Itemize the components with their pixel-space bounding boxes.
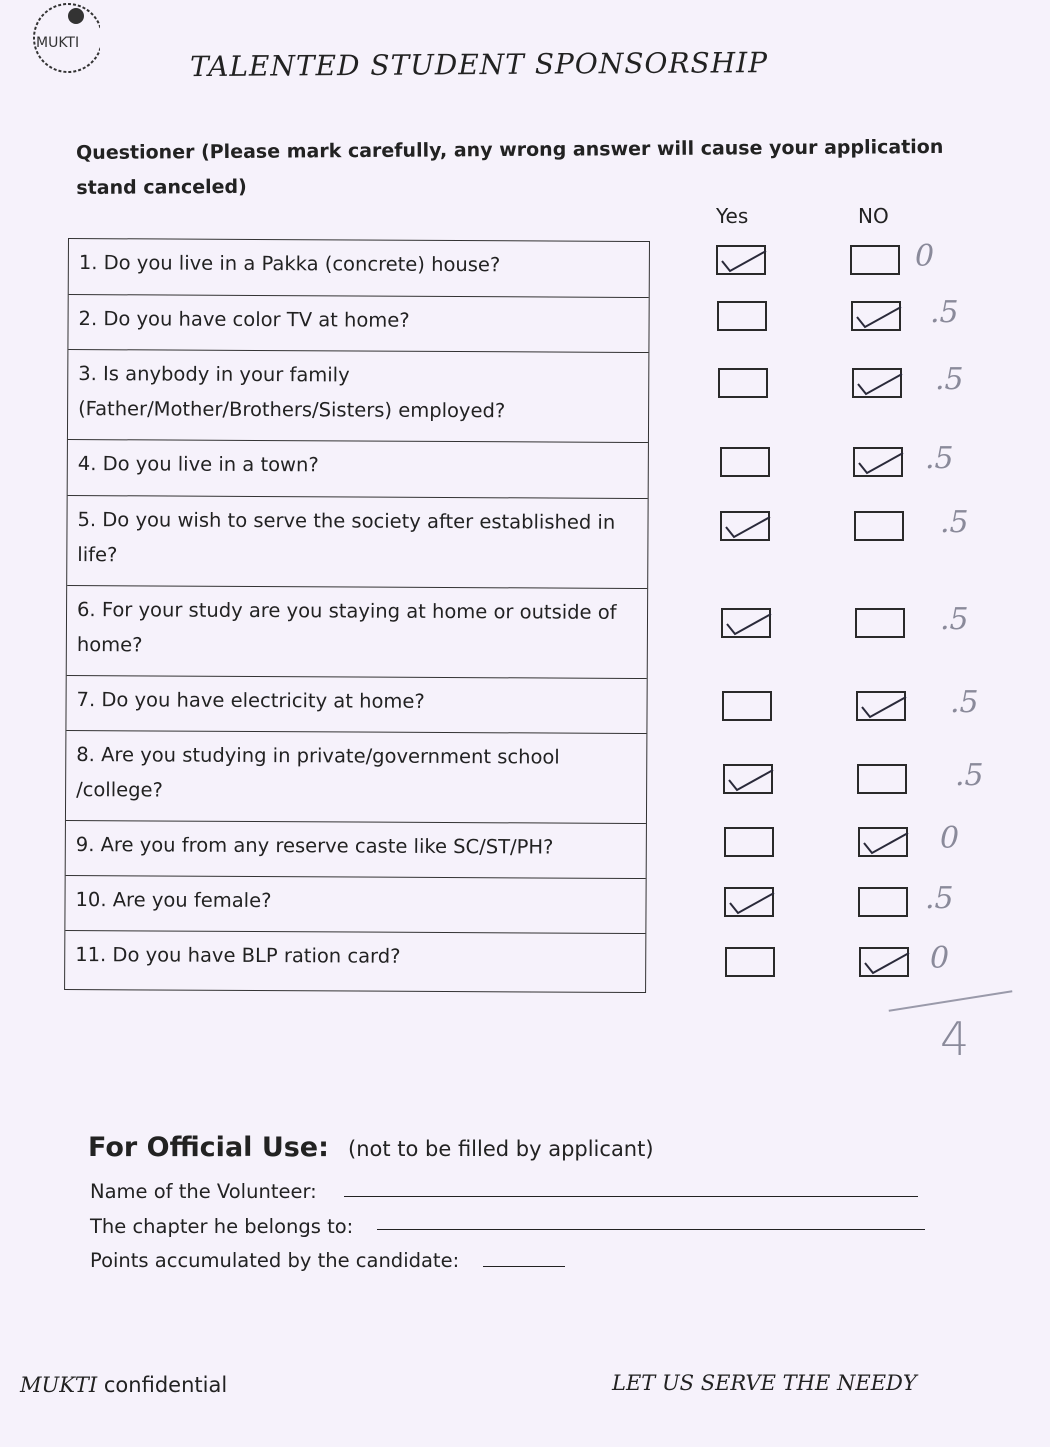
question-row: [68, 295, 648, 353]
check-mark-icon: [716, 239, 776, 279]
no-checkbox[interactable]: [855, 608, 905, 638]
check-mark-icon: [851, 295, 911, 335]
question-text: 3. Is anybody in your family (Father/Mother/Brothers/Sisters) employed?: [78, 362, 506, 423]
volunteer-name-field[interactable]: [344, 1196, 918, 1197]
question-text: 8. Are you studying in private/government school /college?: [76, 743, 560, 802]
question-text: 10. Are you female?: [75, 888, 272, 913]
handwritten-score: .5: [935, 362, 964, 397]
chapter-label: The chapter he belongs to:: [90, 1215, 354, 1238]
form-title: TALENTED STUDENT SPONSORSHIP: [189, 46, 769, 84]
question-text: 2. Do you have color TV at home?: [78, 307, 410, 332]
yes-checkbox[interactable]: [716, 245, 766, 275]
check-mark-icon: [724, 881, 784, 921]
no-checkbox[interactable]: [850, 245, 900, 275]
question-text: 5. Do you wish to serve the society after established in life?: [77, 508, 616, 567]
check-mark-icon: [858, 821, 918, 861]
check-mark-icon: [856, 685, 916, 725]
no-checkbox[interactable]: [852, 368, 902, 398]
question-text: 11. Do you have BLP ration card?: [75, 943, 401, 968]
check-mark-icon: [721, 602, 781, 642]
question-text: 9. Are you from any reserve caste like SC/ST/PH?: [75, 833, 554, 859]
yes-checkbox[interactable]: [725, 947, 775, 977]
yes-checkbox[interactable]: [720, 511, 770, 541]
yes-column-header: Yes: [716, 204, 749, 228]
question-row: [68, 350, 648, 443]
check-mark-icon: [859, 941, 919, 981]
question-row: [66, 821, 646, 879]
yes-checkbox[interactable]: [724, 827, 774, 857]
mukti-logo: [30, 0, 100, 78]
question-text: 7. Do you have electricity at home?: [76, 688, 425, 713]
handwritten-score: .5: [940, 505, 969, 540]
questions-table: [64, 238, 650, 993]
footer-brand: MUKTI: [20, 1373, 98, 1397]
handwritten-score: .5: [925, 881, 954, 916]
official-use-note: (not to be filled by applicant): [348, 1137, 654, 1161]
no-checkbox[interactable]: [859, 947, 909, 977]
check-mark-icon: [853, 441, 913, 481]
check-mark-icon: [720, 505, 780, 545]
points-label: Points accumulated by the candidate:: [90, 1249, 460, 1272]
volunteer-label: Name of the Volunteer:: [90, 1180, 317, 1203]
question-row: [67, 586, 647, 679]
footer-confidential-text: confidential: [103, 1373, 228, 1397]
no-checkbox[interactable]: [858, 827, 908, 857]
instructions: Questioner (Please mark carefully, any wrong answer will cause your application stand canceled): [76, 135, 944, 199]
total-score: 4: [940, 1012, 970, 1066]
yes-checkbox[interactable]: [722, 691, 772, 721]
question-row: [65, 931, 645, 992]
no-checkbox[interactable]: [856, 691, 906, 721]
question-row: [69, 239, 649, 298]
handwritten-score: 0: [915, 239, 935, 274]
chapter-field[interactable]: [377, 1229, 925, 1230]
yes-checkbox[interactable]: [723, 764, 773, 794]
question-row: [68, 440, 648, 499]
total-underline: [889, 990, 1013, 1012]
check-mark-icon: [852, 362, 912, 402]
no-checkbox[interactable]: [851, 301, 901, 331]
no-checkbox[interactable]: [857, 764, 907, 794]
yes-checkbox[interactable]: [717, 301, 767, 331]
no-column-header: NO: [858, 204, 889, 228]
handwritten-score: 0: [940, 821, 960, 856]
handwritten-score: .5: [950, 685, 979, 720]
handwritten-score: 0: [930, 941, 950, 976]
question-row: [66, 676, 646, 734]
check-mark-icon: [723, 758, 783, 798]
no-checkbox[interactable]: [853, 447, 903, 477]
question-row: [67, 496, 647, 589]
no-checkbox[interactable]: [858, 887, 908, 917]
yes-checkbox[interactable]: [720, 447, 770, 477]
handwritten-score: .5: [925, 441, 954, 476]
question-text: 6. For your study are you staying at home or outside of home?: [76, 598, 617, 657]
yes-checkbox[interactable]: [718, 368, 768, 398]
question-row: [66, 731, 646, 824]
official-use-heading: For Official Use:: [88, 1132, 329, 1163]
handwritten-score: .5: [955, 758, 984, 793]
yes-checkbox[interactable]: [724, 887, 774, 917]
handwritten-score: .5: [930, 295, 959, 330]
footer-confidential: [20, 1373, 227, 1397]
logo-emblem-icon: [30, 0, 100, 78]
logo-text: MUKTI: [36, 35, 80, 51]
points-field[interactable]: [483, 1266, 565, 1267]
question-text: 4. Do you live in a town?: [77, 452, 319, 477]
footer-motto: LET US SERVE THE NEEDY: [612, 1371, 917, 1395]
handwritten-score: .5: [940, 602, 969, 637]
no-checkbox[interactable]: [854, 511, 904, 541]
question-text: 1. Do you live in a Pakka (concrete) house?: [78, 251, 501, 277]
question-row: [65, 876, 645, 934]
yes-checkbox[interactable]: [721, 608, 771, 638]
